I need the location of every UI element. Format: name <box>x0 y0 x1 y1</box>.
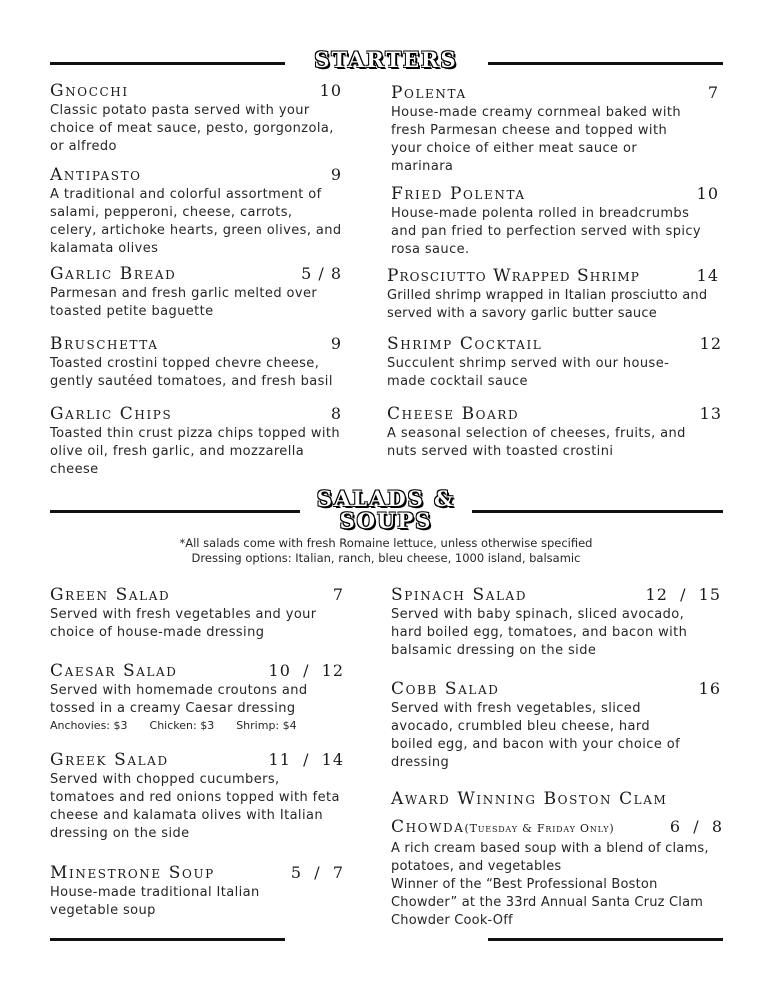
menu-item-shrimp-cocktail <box>387 333 722 391</box>
item-name: Fried Polenta <box>391 184 526 204</box>
item-name: Prosciutto Wrapped Shrimp <box>387 266 640 286</box>
item-description: House-made creamy cornmeal baked with fresh Parmesan cheese and topped with your choice of either meat sauce or marinara <box>391 105 681 174</box>
bottom-rule-right <box>488 938 723 941</box>
salads-rule-right <box>472 510 723 513</box>
item-description: Served with fresh vegetables and your choice of house-made dressing <box>50 607 317 640</box>
menu-item-garlic-chips <box>50 403 342 479</box>
salad-note-line2: Dressing options: Italian, ranch, bleu cheese, 1000 island, balsamic <box>191 551 581 565</box>
addon-chicken: Chicken: $3 <box>149 719 215 732</box>
item-description: Succulent shrimp served with our house-made cocktail sauce <box>387 356 670 389</box>
item-description: A seasonal selection of cheeses, fruits, and nuts served with toasted crostini <box>387 426 686 459</box>
item-price: 7 <box>707 83 719 102</box>
chowda-subtitle: (Tuesday & Friday Only) <box>464 822 615 835</box>
menu-item-cobb-salad <box>391 678 721 772</box>
item-description: A rich cream based soup with a blend of clams, potatoes, and vegetables <box>391 841 709 874</box>
item-description: Served with fresh vegetables, sliced avocado, crumbled bleu cheese, hard boiled egg, and bacon with your choice of dressing <box>391 701 681 770</box>
item-description: Served with homemade croutons and tossed in a creamy Caesar dressing <box>50 683 308 716</box>
chowda-name-line2 <box>391 816 614 840</box>
item-name: Greek Salad <box>50 750 169 770</box>
item-description: A traditional and colorful assortment of salami, pepperoni, cheese, carrots, celery, artichoke hearts, green olives, and kalamata olives <box>50 187 342 256</box>
chowda-name-line1: Award Winning Boston Clam <box>391 789 668 809</box>
menu-item-cheese-board <box>387 403 722 461</box>
menu-item-green-salad <box>50 584 344 642</box>
chowda-award: Winner of the “Best Professional Boston Chowder” at the 33rd Annual Santa Cruz Clam Chowder Cook-Off <box>391 877 704 928</box>
starters-rule-left <box>50 62 285 65</box>
menu-item-polenta <box>391 82 719 176</box>
item-description: Served with chopped cucumbers, tomatoes and red onions topped with feta cheese and kalamata olives with Italian dressing on the side <box>50 772 340 841</box>
item-price: 6 / 8 <box>669 817 723 836</box>
item-price: 7 <box>332 585 344 604</box>
salads-rule-left <box>50 510 300 513</box>
salads-title-line2: SOUPS <box>339 508 433 533</box>
item-name: Green Salad <box>50 585 171 605</box>
menu-item-clam-chowda <box>391 788 723 930</box>
item-description: Grilled shrimp wrapped in Italian prosciutto and served with a savory garlic butter sauce <box>387 288 708 321</box>
item-description: Parmesan and fresh garlic melted over toasted petite baguette <box>50 286 318 319</box>
item-price: 10 <box>696 184 719 203</box>
item-price: 14 <box>696 266 719 285</box>
item-name: Minestrone Soup <box>50 863 215 883</box>
item-name: Cobb Salad <box>391 679 500 699</box>
menu-item-fried-polenta <box>391 183 719 259</box>
item-price: 8 <box>330 404 342 423</box>
bottom-rule-left <box>50 938 285 941</box>
salads-title-line1: SALADS & <box>316 486 456 511</box>
salads-soups-title <box>300 488 472 532</box>
item-name: Caesar Salad <box>50 661 178 681</box>
item-name: Garlic Bread <box>50 264 177 284</box>
item-price: 12 / 15 <box>645 585 721 604</box>
addon-anchovies: Anchovies: $3 <box>50 719 128 732</box>
item-price: 10 / 12 <box>268 661 344 680</box>
item-name: Cheese Board <box>387 404 520 424</box>
starters-title: STARTERS <box>314 47 458 72</box>
item-name: Gnocchi <box>50 81 129 101</box>
item-description: Toasted thin crust pizza chips topped with olive oil, fresh garlic, and mozzarella cheese <box>50 426 341 477</box>
menu-item-garlic-bread <box>50 263 342 321</box>
item-description: House-made traditional Italian vegetable soup <box>50 885 260 918</box>
chowda-name: Chowda <box>391 817 465 837</box>
item-price: 13 <box>699 404 722 423</box>
menu-item-prosciutto-wrapped-shrimp <box>387 265 719 323</box>
item-name: Antipasto <box>50 165 142 185</box>
addon-shrimp: Shrimp: $4 <box>236 719 297 732</box>
salad-note <box>100 536 672 566</box>
item-price: 5 / 8 <box>301 264 342 283</box>
item-price: 16 <box>698 679 721 698</box>
item-name: Shrimp Cocktail <box>387 334 543 354</box>
item-description: Served with baby spinach, sliced avocado, hard boiled egg, tomatoes, and bacon with balsamic dressing on the side <box>391 607 688 658</box>
starters-rule-right <box>488 62 723 65</box>
item-price: 5 / 7 <box>290 863 344 882</box>
menu-item-greek-salad <box>50 749 344 843</box>
menu-item-minestrone-soup <box>50 862 344 920</box>
item-price: 11 / 14 <box>268 750 344 769</box>
menu-item-bruschetta <box>50 333 342 391</box>
menu-item-gnocchi <box>50 80 342 156</box>
salad-note-line1: *All salads come with fresh Romaine lettuce, unless otherwise specified <box>179 536 593 550</box>
caesar-addons <box>50 718 344 734</box>
item-price: 9 <box>330 165 342 184</box>
item-price: 9 <box>330 334 342 353</box>
item-name: Polenta <box>391 83 467 103</box>
item-description: Classic potato pasta served with your choice of meat sauce, pesto, gorgonzola, or alfredo <box>50 103 334 154</box>
item-name: Spinach Salad <box>391 585 528 605</box>
menu-item-caesar-salad <box>50 660 344 734</box>
item-name: Bruschetta <box>50 334 159 354</box>
item-description: Toasted crostini topped chevre cheese, gently sautéed tomatoes, and fresh basil <box>50 356 333 389</box>
item-price: 10 <box>319 81 342 100</box>
item-name: Garlic Chips <box>50 404 173 424</box>
menu-item-antipasto <box>50 164 342 258</box>
item-description: House-made polenta rolled in breadcrumbs and pan fried to perfection served with spicy rosa sauce. <box>391 206 702 257</box>
item-price: 12 <box>699 334 722 353</box>
menu-item-spinach-salad <box>391 584 721 660</box>
